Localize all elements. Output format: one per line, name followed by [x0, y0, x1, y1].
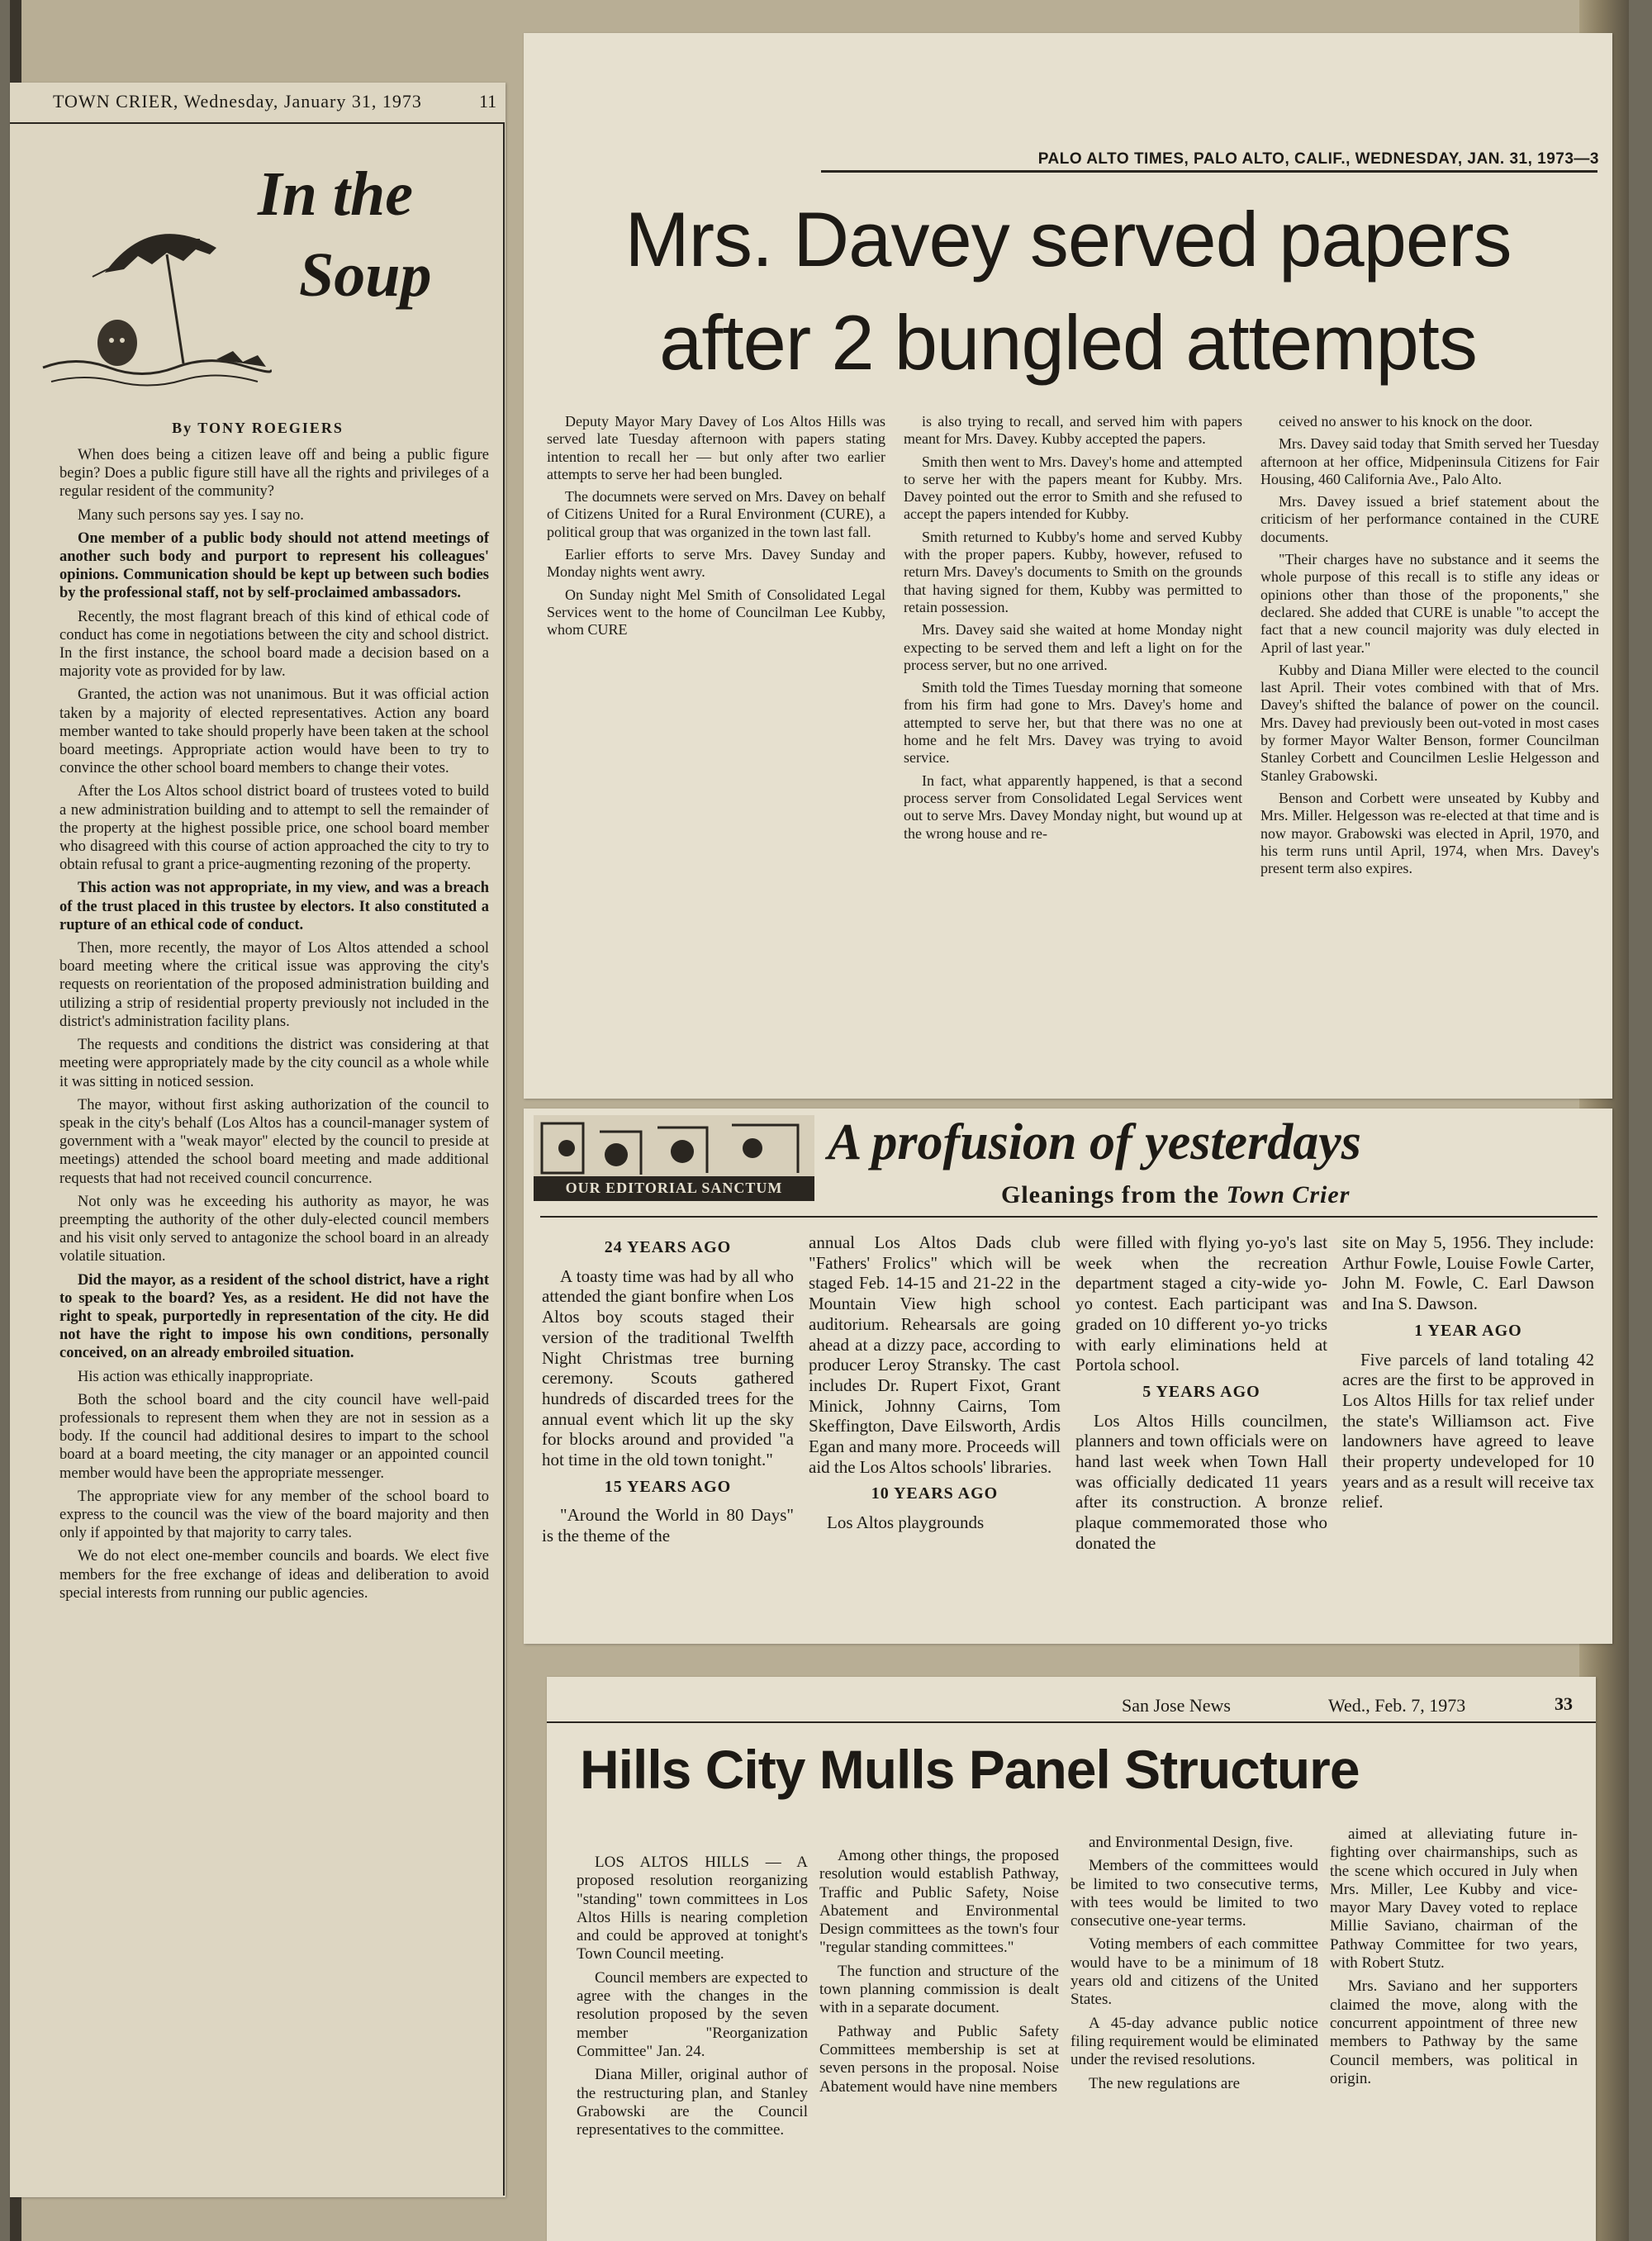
profusion-column-3	[1075, 1232, 1327, 1559]
section-head-15-years: 15 YEARS AGO	[604, 1477, 732, 1496]
article-column-1	[547, 413, 885, 644]
article-paragraph: Voting members of each committee would have to be a minimum of 18 years old and citizens of the United States.	[1070, 1935, 1318, 2009]
article-paragraph: The new regulations are	[1089, 2074, 1241, 2092]
subhead-paper: Town Crier	[1226, 1181, 1351, 1208]
column-paragraph: Both the school board and the city council have well-paid professionals to represent them when they are not in session as a body. If the council had additional desires to impart to the school board at a board meeting, the city manager or an appointed council member would have been the appropriate messenger.	[59, 1391, 489, 1482]
san-jose-top-rule	[547, 1721, 1596, 1723]
column-paragraph: We do not elect one-member councils and boards. We elect five members for the free exchange of ideas and deliberation to avoid special interests from running our public agencies.	[59, 1548, 489, 1602]
section-text-15-years-cont: annual Los Altos Dads club "Fathers' Frolics" which will be staged Feb. 14-15 and 21-22 in the Mountain View high school auditorium. Rehearsals are going ahead at a dizzy pace, according to producer Leroy Stransky. The cast includes Dr. Rupert Fixot, Grant Minick, Johnny Cairns, Tom Skeffington, Dave Eilsworth, Ardis Egan and many more. Proceeds will aid the Los Altos schools' libraries.	[809, 1232, 1061, 1477]
column-paragraph: The mayor, without first asking authorization of the council to speak in the city's behalf (Los Altos has a council-manager system of government with a "weak mayor" elected by the council to preside at meetings) attended the school board meeting and made additional requests that had not received council concurrence.	[59, 1096, 489, 1187]
column-paragraph: After the Los Altos school district board of trustees voted to build a new administration building and to attempt to sell the remainder of the property at the highest possible price, one school board member who disagreed with this course of action approached the city to try to obtain refusal to grant a price-augmenting rezoning of the property.	[59, 783, 489, 874]
profusion-column-1	[542, 1231, 794, 1551]
column-paragraph: Then, more recently, the mayor of Los Altos attended a school board meeting where the critical issue was approving the city's requests on reorientation of the proposed administration building and utilizing a strip of residential property previously not included in the district's administration facility plans.	[59, 940, 489, 1030]
section-head-10-years: 10 YEARS AGO	[871, 1484, 999, 1503]
san-jose-page-number: 33	[1555, 1693, 1573, 1714]
palo-alto-masthead: PALO ALTO TIMES, PALO ALTO, CALIF., WEDNESDAY, JAN. 31, 1973—3	[1037, 150, 1599, 168]
san-jose-column-1	[577, 1854, 808, 2144]
column-paragraph: Did the mayor, as a resident of the school district, have a right to speak to the board? Yes, as a resident. He did not have the right to speak, purportedly in representation of the city. He did not have the right to impose his own conditions, personally conceived, on an already embroiled situation.	[59, 1271, 489, 1362]
column-title-line-1: In the	[258, 159, 413, 229]
article-paragraph: aimed at alleviating future in-fighting over chairmanships, such as the scene which occured in July when Mrs. Miller, Lee Kubby and vice-mayor Mary Davey voted to replace Millie Saviano, chairman of the Pathway Committee for two years, with Robert Stutz.	[1330, 1826, 1578, 1973]
san-jose-paper-name: San Jose News	[1122, 1695, 1231, 1716]
umbrella-swimmer-illustration	[26, 190, 274, 396]
profusion-clipping	[524, 1109, 1612, 1644]
subhead-prefix: Gleanings from the	[1001, 1181, 1220, 1208]
palo-alto-times-clipping	[524, 33, 1612, 1099]
column-body	[59, 446, 489, 1607]
headline-line-1: Mrs. Davey served papers	[624, 196, 1512, 282]
column-border	[10, 122, 504, 124]
article-paragraph: Pathway and Public Safety Committees membership is set at seven persons in the proposal. Noise Abatement would have nine members	[819, 2022, 1059, 2096]
article-paragraph: Mrs. Davey issued a brief statement about the criticism of her performance contained in the CURE documents.	[1260, 493, 1599, 545]
column-paragraph: The requests and conditions the district was considering at that meeting were appropriately made by the city council as a whole while it was sitting in noticed session.	[59, 1037, 489, 1090]
profusion-headline: A profusion of yesterdays	[828, 1114, 1361, 1170]
column-paragraph: When does being a citizen leave off and being a public figure begin? Does a public figure still have all the rights and privileges of a regular resident of the community?	[59, 447, 489, 501]
article-paragraph: ceived no answer to his knock on the door.	[1279, 413, 1533, 430]
column-paragraph: One member of a public body should not attend meetings of another such body and purport to represent his colleagues' opinions. Communication should be kept up between such bodies by the professional staff, not by self-proclaimed ambassadors.	[59, 529, 489, 602]
masthead-rule	[821, 170, 1597, 173]
column-paragraph: Recently, the most flagrant breach of this kind of ethical code of conduct has come in negotiations between the city and school district. In the first instance, the school board made a decision based on a majority vote as provided for by law.	[59, 608, 489, 681]
section-text-10-years: Los Altos playgrounds	[827, 1512, 985, 1533]
article-paragraph: Members of the committees would be limited to two consecutive terms, with tees would be limited to two consecutive one-year terms.	[1070, 1857, 1318, 1930]
column-paragraph: Not only was he exceeding his authority as mayor, he was preempting the authority of the other duly-elected council members and his visit only served to antagonize the school board in an already volatile situation.	[59, 1193, 489, 1265]
article-paragraph: "Their charges have no substance and it seems the whole purpose of this recall is to stifle any ideas or opinions other than those of the proponents," she declared. She added that CURE is unable "to accept the fact that a new council majority was duly elected in April of last year."	[1260, 551, 1599, 656]
article-paragraph: Smith told the Times Tuesday morning that someone from his firm had gone to Mrs. Davey's home and attempted to serve her, but that there was no one at home and he felt Mrs. Davey was trying to avoid service.	[904, 679, 1242, 767]
san-jose-column-4	[1330, 1826, 1578, 2093]
column-paragraph: The appropriate view for any member of the school board to express to the council was the view of the board majority and then only if appointed by that majority to carry tales.	[59, 1488, 489, 1542]
article-column-3	[1260, 413, 1599, 882]
byline: By TONY ROEGIERS	[172, 420, 344, 436]
article-paragraph: Kubby and Diana Miller were elected to the council last April. Their votes combined with that of Mrs. Davey's shifted the balance of power on the council. Mrs. Davey had previously been out-voted in most cases by former Mayor Walter Benson, former Councilman Stanley Corbett and Councilmen Leslie Helgesson and Stanley Grabowski.	[1260, 661, 1599, 784]
article-paragraph: Mrs. Davey said she waited at home Monday night expecting to be served them and left a light on for the process server, but no one arrived.	[904, 621, 1242, 673]
section-head-1-year: 1 YEAR AGO	[1414, 1321, 1522, 1340]
scrapbook-page	[10, 0, 1629, 2241]
town-crier-clipping	[10, 83, 506, 2197]
article-paragraph: The documnets were served on Mrs. Davey on behalf of Citizens United for a Rural Environment (CURE), a political group that was organized in the town last fall.	[547, 488, 885, 540]
editorial-sanctum-logo-text: OUR EDITORIAL SANCTUM	[565, 1180, 783, 1196]
profusion-column-4	[1342, 1232, 1594, 1517]
column-paragraph: This action was not appropriate, in my view, and was a breach of the trust placed in this trustee by electors. It also constituted a rupture of an ethical code of conduct.	[59, 880, 489, 933]
profusion-rule	[540, 1216, 1597, 1218]
article-paragraph: In fact, what apparently happened, is that a second process server from Consolidated Legal Services went out to serve Mrs. Davey Monday night, but wound up at the wrong house and re-	[904, 772, 1242, 842]
profusion-column-2	[809, 1232, 1061, 1538]
town-crier-page-number: 11	[479, 91, 497, 112]
article-paragraph: Mrs. Saviano and her supporters claimed the move, along with the concurrent appointment of three new members to Pathway by the same Council members, was political in origin.	[1330, 1977, 1578, 2087]
article-paragraph: Smith then went to Mrs. Davey's home and attempted to serve her with the papers meant for Kubby. Mrs. Davey pointed out the error to Smith and she refused to accept the papers intended for Kubby.	[904, 453, 1242, 523]
san-jose-column-3	[1070, 1834, 1318, 2098]
column-paragraph: His action was ethically inappropriate.	[78, 1368, 314, 1385]
san-jose-column-2	[819, 1847, 1059, 2101]
headline-line-2: after 2 bungled attempts	[659, 299, 1477, 386]
article-paragraph: LOS ALTOS HILLS — A proposed resolution reorganizing "standing" town committees in Los Altos Hills is nearing completion and could be approved at tonight's Town Council meeting.	[577, 1854, 808, 1963]
section-text-15-years: "Around the World in 80 Days" is the theme of the	[542, 1505, 794, 1546]
column-paragraph: Granted, the action was not unanimous. But it was official action taken by a majority of elected representatives. Action any board member wanted to take should properly have been taken at the school board meetings. Appropriate action would have been to try to convince the other school board members to change their votes.	[59, 686, 489, 777]
san-jose-news-clipping	[547, 1677, 1596, 2241]
article-paragraph: The function and structure of the town planning commission is dealt with in a separate document.	[819, 1962, 1059, 2017]
section-text-24-years: A toasty time was had by all who attended the giant bonfire when Los Altos boy scouts staged their version of the traditional Twelfth Night Christmas tree burning ceremony. Scouts gathered hundreds of discarded trees for the annual event which lit up the sky for blocks around and provided "a hot time in the old town tonight."	[542, 1265, 794, 1470]
article-paragraph: is also trying to recall, and served him with papers meant for Mrs. Davey. Kubby accepted the papers.	[904, 413, 1242, 448]
article-paragraph: Earlier efforts to serve Mrs. Davey Sunday and Monday nights went awry.	[547, 546, 885, 581]
section-head-5-years: 5 YEARS AGO	[1142, 1382, 1260, 1401]
san-jose-headline: Hills City Mulls Panel Structure	[580, 1739, 1360, 1800]
article-paragraph: On Sunday night Mel Smith of Consolidated Legal Services went to the home of Councilman Lee Kubby, whom CURE	[547, 586, 885, 639]
section-text-1-year: Five parcels of land totaling 42 acres are the first to be approved in Los Altos Hills for tax relief under the state's Williamson act. Five landowners have agreed to leave their property undeveloped for 10 years and as a result will receive tax relief.	[1342, 1349, 1594, 1512]
article-paragraph: Deputy Mayor Mary Davey of Los Altos Hills was served late Tuesday afternoon with papers stating intention to recall her — but only after two earlier attempts to serve her had been bungled.	[547, 413, 885, 482]
town-crier-masthead: TOWN CRIER, Wednesday, January 31, 1973	[53, 91, 422, 112]
article-paragraph: Mrs. Davey said today that Smith served her Tuesday afternoon at her office, Midpeninsula Citizens for Fair Housing, 460 California Ave., Palo Alto.	[1260, 435, 1599, 487]
article-paragraph: Benson and Corbett were unseated by Kubby and Mrs. Miller. Helgesson was re-elected at that time and is now mayor. Grabowski was elected in April, 1970, and his term runs until April, 1974, when Mrs. Davey's present term also expires.	[1260, 789, 1599, 877]
section-head-24-years: 24 YEARS AGO	[604, 1238, 732, 1256]
section-text-5-years-cont: site on May 5, 1956. They include: Arthur Fowle, Louise Fowle Carter, John M. Fowle, C. Earl Dawson and Ina S. Dawson.	[1342, 1232, 1594, 1314]
article-paragraph: Among other things, the proposed resolution would establish Pathway, Traffic and Public Safety, Noise Abatement and Environmental Design committees as the town's four "regular standing committees."	[819, 1847, 1059, 1957]
profusion-subhead	[1001, 1181, 1350, 1209]
article-paragraph: and Environmental Design, five.	[1089, 1834, 1294, 1851]
article-column-2	[904, 413, 1242, 847]
article-paragraph: Council members are expected to agree with the changes in the resolution proposed by the seven member "Reorganization Committee" Jan. 24.	[577, 1968, 808, 2060]
article-paragraph: Diana Miller, original author of the restructuring plan, and Stanley Grabowski are the Council representatives to the committee.	[577, 2066, 808, 2139]
article-paragraph: A 45-day advance public notice filing requirement would be eliminated under the revised resolutions.	[1070, 2014, 1318, 2069]
section-text-5-years: Los Altos Hills councilmen, planners and town officials were on hand last week when Town Hall was officially dedicated 11 years after its construction. A bronze plaque commemorated those who donated the	[1075, 1410, 1327, 1553]
san-jose-date: Wed., Feb. 7, 1973	[1328, 1695, 1466, 1716]
column-paragraph: Many such persons say yes. I say no.	[78, 506, 304, 524]
column-title-line-2: Soup	[299, 240, 432, 310]
article-paragraph: Smith returned to Kubby's home and served Kubby with the proper papers. Kubby, however, refused to return Mrs. Davey's documents to Smith on the grounds that having signed for them, Kubby was permitted to retain possession.	[904, 528, 1242, 615]
section-text-10-years-cont: were filled with flying yo-yo's last week when the recreation department staged a city-wide yo-yo contest. Each participant was graded on 10 different yo-yo tricks with early eliminations held at Portola school.	[1075, 1232, 1327, 1375]
